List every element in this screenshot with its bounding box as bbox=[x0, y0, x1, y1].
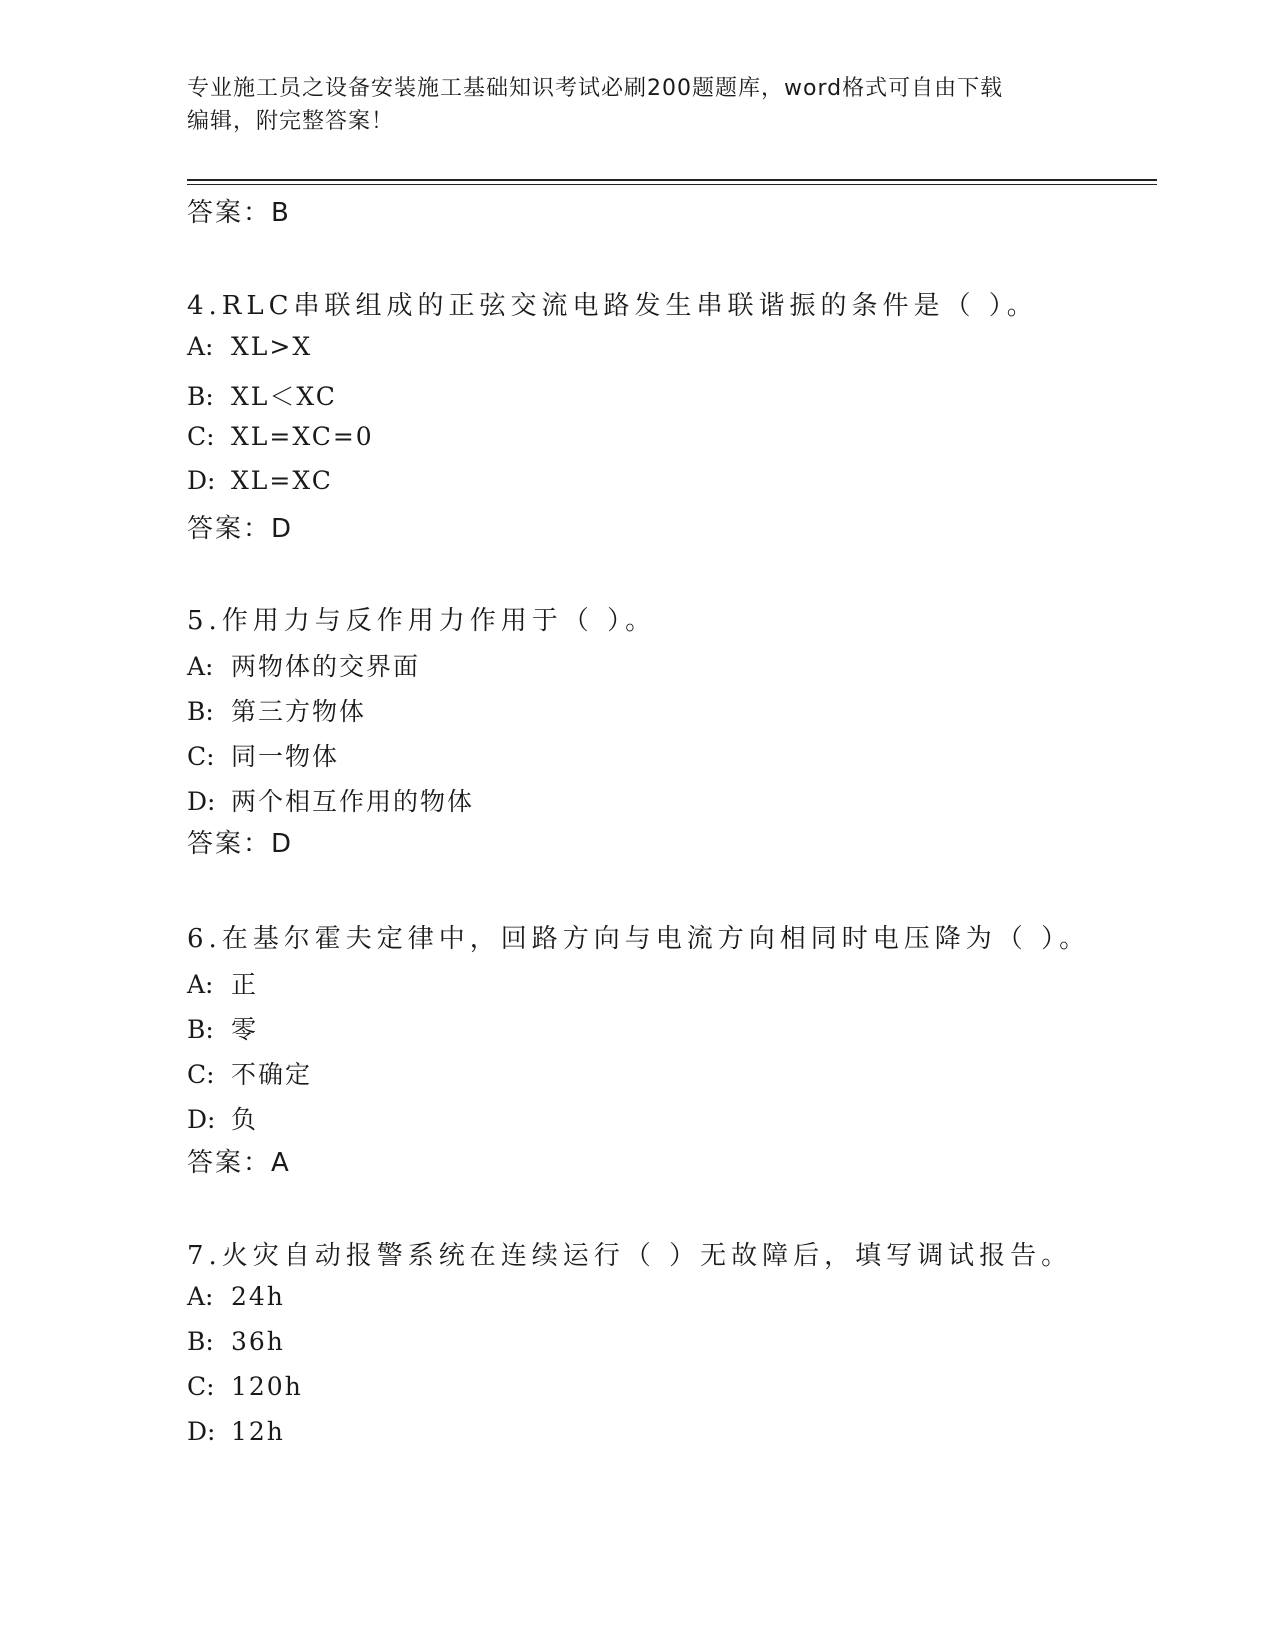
option-label: B: bbox=[187, 1015, 214, 1044]
header-divider-thin bbox=[187, 184, 1157, 185]
option-label: A: bbox=[187, 332, 214, 361]
header-divider bbox=[187, 179, 1157, 181]
option-a bbox=[187, 1282, 285, 1311]
option-d bbox=[187, 1100, 258, 1136]
option-c bbox=[187, 737, 339, 773]
option-text: 两物体的交界面 bbox=[231, 652, 421, 681]
option-label: B: bbox=[187, 697, 214, 726]
option-text: XL＜XC bbox=[231, 382, 337, 411]
option-label: C: bbox=[187, 422, 215, 451]
header-line-2: 编辑，附完整答案！ bbox=[187, 109, 395, 134]
option-c bbox=[187, 1055, 312, 1091]
answer: 答案：A bbox=[187, 1148, 291, 1178]
header-line-1: 专业施工员之设备安装施工基础知识考试必刷200题题库，word格式可自由下载 bbox=[187, 76, 1004, 101]
option-text: 两个相互作用的物体 bbox=[231, 787, 475, 816]
option-c bbox=[187, 1372, 303, 1401]
answer: 答案：D bbox=[187, 829, 294, 859]
option-a bbox=[187, 965, 258, 1001]
option-text: XL=XC bbox=[231, 466, 333, 495]
option-c bbox=[187, 422, 374, 451]
option-b bbox=[187, 377, 337, 413]
option-text: 120h bbox=[231, 1372, 303, 1401]
option-b bbox=[187, 1010, 258, 1046]
question-stem: 7.火灾自动报警系统在连续运行（ ）无故障后，填写调试报告。 bbox=[187, 1241, 1073, 1271]
option-label: A: bbox=[187, 970, 214, 999]
answer-previous: 答案：B bbox=[187, 198, 291, 228]
option-label: D: bbox=[187, 1417, 216, 1446]
option-a bbox=[187, 332, 312, 361]
option-text: 36h bbox=[231, 1327, 285, 1356]
option-text: XL>X bbox=[231, 332, 313, 361]
option-text: 正 bbox=[231, 970, 259, 999]
option-b bbox=[187, 692, 366, 728]
option-text: 第三方物体 bbox=[231, 697, 367, 726]
question-stem: 6.在基尔霍夫定律中，回路方向与电流方向相同时电压降为（ ）。 bbox=[187, 924, 1091, 954]
option-label: D: bbox=[187, 466, 216, 495]
option-d bbox=[187, 466, 333, 495]
option-text: 不确定 bbox=[231, 1060, 313, 1089]
option-label: A: bbox=[187, 1282, 214, 1311]
option-text: 同一物体 bbox=[231, 742, 340, 771]
option-d bbox=[187, 1417, 285, 1446]
option-a bbox=[187, 647, 420, 683]
option-text: 24h bbox=[231, 1282, 285, 1311]
option-d bbox=[187, 782, 474, 818]
option-label: B: bbox=[187, 1327, 214, 1356]
question-stem: 4.RLC串联组成的正弦交流电路发生串联谐振的条件是（ ）。 bbox=[187, 291, 1038, 321]
option-label: A: bbox=[187, 652, 214, 681]
question-stem: 5.作用力与反作用力作用于（ ）。 bbox=[187, 606, 657, 636]
option-text: 零 bbox=[231, 1015, 259, 1044]
option-text: 12h bbox=[231, 1417, 285, 1446]
option-label: C: bbox=[187, 742, 215, 771]
document-header bbox=[187, 72, 1087, 138]
option-b bbox=[187, 1327, 285, 1356]
option-label: B: bbox=[187, 382, 214, 411]
option-label: C: bbox=[187, 1060, 215, 1089]
answer: 答案：D bbox=[187, 514, 294, 544]
option-label: D: bbox=[187, 1105, 216, 1134]
option-text: 负 bbox=[231, 1105, 259, 1134]
option-label: D: bbox=[187, 787, 216, 816]
option-label: C: bbox=[187, 1372, 215, 1401]
option-text: XL=XC=0 bbox=[231, 422, 374, 451]
